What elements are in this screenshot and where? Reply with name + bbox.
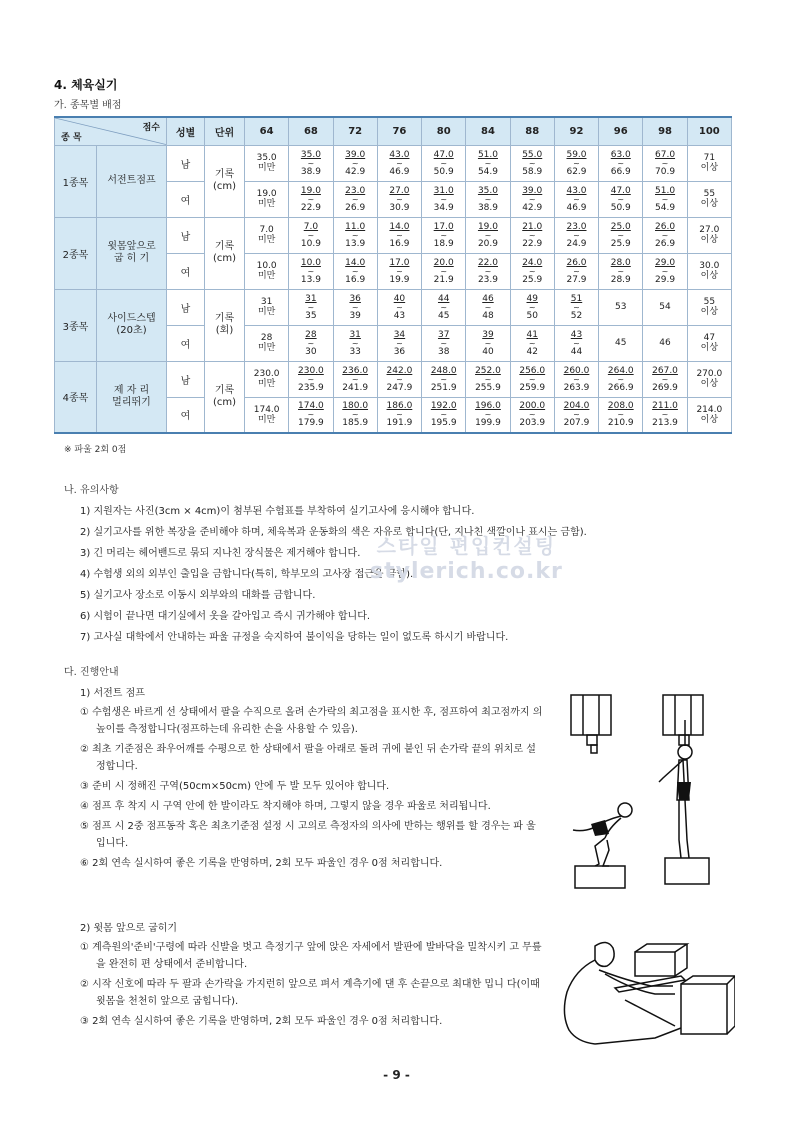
score-range-cell: 28 ~ 30 [289, 325, 333, 361]
score-range-cell: 17.0 ~ 19.9 [377, 253, 421, 289]
score-range-cell: 23.0 ~ 26.9 [333, 181, 377, 217]
procedure-item: ⑥ 2회 연속 실시하여 좋은 기록을 반영하며, 2회 모두 파울인 경우 0점 처리합니다. [80, 858, 443, 869]
score-range-cell: 27.0 ~ 30.9 [377, 181, 421, 217]
score-range-cell: 63.0 ~ 66.9 [599, 145, 643, 181]
table-corner-header [55, 117, 167, 145]
score-range-cell: 214.0 이상 [687, 397, 731, 433]
score-range-cell: 47.0 ~ 50.9 [422, 145, 466, 181]
score-range-cell: 31 미만 [245, 289, 289, 325]
subsection-title-cautions: 나. 유의사항 [64, 485, 119, 496]
score-range-cell: 27.0 이상 [687, 217, 731, 253]
procedure-item: ① 계측원의'준비'구령에 따라 신발을 벗고 측정기구 앞에 앉은 자세에서 발판에 발바닥을 밀착시키 고 무릎을 완전히 편 상태에서 준비합니다. [80, 942, 542, 970]
score-range-cell: 19.0 ~ 22.9 [289, 181, 333, 217]
score-range-cell: 174.0 ~ 179.9 [289, 397, 333, 433]
header-score: 72 [333, 117, 377, 145]
score-range-cell: 11.0 ~ 13.9 [333, 217, 377, 253]
score-range-cell: 256.0 ~ 259.9 [510, 361, 554, 397]
score-range-cell: 24.0 ~ 25.9 [510, 253, 554, 289]
event-name: 서전트점프 [97, 145, 167, 217]
score-range-cell: 192.0 ~ 195.9 [422, 397, 466, 433]
table-row [55, 289, 732, 325]
score-range-cell: 35.0 ~ 38.9 [466, 181, 510, 217]
score-range-cell: 19.0 ~ 20.9 [466, 217, 510, 253]
score-range-cell: 204.0 ~ 207.9 [554, 397, 598, 433]
score-range-cell: 35.0 미만 [245, 145, 289, 181]
procedure-item: ⑤ 점프 시 2중 점프동작 혹은 최초기준점 설정 시 고의로 측정자의 의사에 반하는 행위를 할 경우는 파 울입니다. [80, 821, 536, 849]
table-row [55, 217, 732, 253]
table-header-row [55, 117, 732, 145]
header-score: 98 [643, 117, 687, 145]
score-range-cell: 174.0 미만 [245, 397, 289, 433]
score-range-cell: 20.0 ~ 21.9 [422, 253, 466, 289]
unit-cell: 기록 (회) [205, 289, 245, 361]
table-row [55, 145, 732, 181]
event-number: 3종목 [55, 289, 97, 361]
score-range-cell: 43.0 ~ 46.9 [377, 145, 421, 181]
header-score: 100 [687, 117, 731, 145]
event-number: 1종목 [55, 145, 97, 217]
score-range-cell: 7.0 미만 [245, 217, 289, 253]
header-score: 68 [289, 117, 333, 145]
caution-item: 6) 시험이 끝나면 대기실에서 옷을 갈아입고 즉시 귀가해야 합니다. [80, 611, 371, 622]
score-range-cell: 51 ~ 52 [554, 289, 598, 325]
header-score: 96 [599, 117, 643, 145]
score-range-cell: 17.0 ~ 18.9 [422, 217, 466, 253]
caution-item: 7) 고사실 대학에서 안내하는 파울 규정을 숙지하여 불이익을 당하는 일이 없도록 하시기 바랍니다. [80, 632, 509, 643]
score-range-cell: 37 ~ 38 [422, 325, 466, 361]
score-range-cell: 67.0 ~ 70.9 [643, 145, 687, 181]
event-number: 2종목 [55, 217, 97, 289]
score-range-cell: 46 [643, 325, 687, 361]
score-range-cell: 45 [599, 325, 643, 361]
sex-cell: 남 [167, 289, 205, 325]
procedure-item: ① 수험생은 바르게 선 상태에서 팔을 수직으로 올려 손가락의 최고점을 표시한 후, 점프하여 최고점까지 의 높이를 측정합니다(점프하는데 유리한 손을 사용할 수 있음). [80, 707, 543, 735]
score-range-cell: 43.0 ~ 46.9 [554, 181, 598, 217]
subsection-title-scoring: 가. 종목별 배점 [54, 100, 122, 111]
event-name: 제 자 리 멀리뛰기 [97, 361, 167, 433]
unit-cell: 기록 (cm) [205, 361, 245, 433]
score-range-cell: 248.0 ~ 251.9 [422, 361, 466, 397]
caution-item: 2) 실기고사를 위한 복장을 준비해야 하며, 체육복과 운동화의 색은 자유로 합니다(단, 지나친 색깔이나 표시는 금함). [80, 527, 587, 538]
caution-item: 5) 실기고사 장소로 이동시 외부와의 대화를 금합니다. [80, 590, 316, 601]
score-range-cell: 28.0 ~ 28.9 [599, 253, 643, 289]
score-range-cell: 39 ~ 40 [466, 325, 510, 361]
score-range-cell: 14.0 ~ 16.9 [377, 217, 421, 253]
score-range-cell: 43 ~ 44 [554, 325, 598, 361]
procedure-item: ② 시작 신호에 따라 두 팔과 손가락을 가지런히 앞으로 펴서 계측기에 댄 후 손끝으로 최대한 밉니 다(이때 윗몸을 천천히 앞으로 굽힙니다). [80, 979, 540, 1007]
score-range-cell: 55 이상 [687, 289, 731, 325]
event-number: 4종목 [55, 361, 97, 433]
foul-note: ※ 파울 2회 0점 [64, 445, 127, 455]
table-row [55, 361, 732, 397]
score-range-cell: 7.0 ~ 10.9 [289, 217, 333, 253]
score-range-cell: 22.0 ~ 23.9 [466, 253, 510, 289]
score-range-cell: 31 ~ 35 [289, 289, 333, 325]
caution-item: 3) 긴 머리는 헤어밴드로 묶되 지나친 장식물은 제거해야 합니다. [80, 548, 361, 559]
score-range-cell: 31.0 ~ 34.9 [422, 181, 466, 217]
header-score: 84 [466, 117, 510, 145]
corner-score-label: 점수 [142, 123, 160, 133]
score-range-cell: 49 ~ 50 [510, 289, 554, 325]
score-range-cell: 44 ~ 45 [422, 289, 466, 325]
score-range-cell: 270.0 이상 [687, 361, 731, 397]
score-range-cell: 10.0 미만 [245, 253, 289, 289]
sex-cell: 여 [167, 325, 205, 361]
procedure-title-sargent-jump: 1) 서전트 점프 [80, 688, 145, 699]
score-range-cell: 28 미만 [245, 325, 289, 361]
unit-cell: 기록 (cm) [205, 217, 245, 289]
score-range-cell: 51.0 ~ 54.9 [643, 181, 687, 217]
score-range-cell: 46 ~ 48 [466, 289, 510, 325]
score-range-cell: 236.0 ~ 241.9 [333, 361, 377, 397]
score-range-cell: 21.0 ~ 22.9 [510, 217, 554, 253]
procedure-section-2 [64, 918, 544, 1033]
procedure-item: ② 최초 기준점은 좌우어깨를 수평으로 한 상태에서 팔을 아래로 돌려 귀에 붙인 뒤 손가락 끝의 위치로 설정합니다. [80, 744, 536, 772]
score-range-cell: 26.0 ~ 26.9 [643, 217, 687, 253]
score-range-cell: 208.0 ~ 210.9 [599, 397, 643, 433]
score-range-cell: 39.0 ~ 42.9 [333, 145, 377, 181]
score-range-cell: 230.0 ~ 235.9 [289, 361, 333, 397]
score-range-cell: 51.0 ~ 54.9 [466, 145, 510, 181]
score-range-cell: 36 ~ 39 [333, 289, 377, 325]
procedure-item: ④ 점프 후 착지 시 구역 안에 한 발이라도 착지해야 하며, 그렇지 않을 경우 파울로 처리됩니다. [80, 801, 491, 812]
score-range-cell: 252.0 ~ 255.9 [466, 361, 510, 397]
event-name: 윗몸앞으로 굽 히 기 [97, 217, 167, 289]
header-score: 80 [422, 117, 466, 145]
sit-and-reach-illustration [555, 930, 735, 1050]
score-range-cell: 180.0 ~ 185.9 [333, 397, 377, 433]
procedure-item: ③ 준비 시 정해진 구역(50cm×50cm) 안에 두 발 모두 있어야 합니다. [80, 781, 390, 792]
procedure-section [64, 662, 544, 875]
score-range-cell: 40 ~ 43 [377, 289, 421, 325]
score-range-cell: 59.0 ~ 62.9 [554, 145, 598, 181]
score-range-cell: 25.0 ~ 25.9 [599, 217, 643, 253]
score-range-cell: 260.0 ~ 263.9 [554, 361, 598, 397]
subsection-title-procedure: 다. 진행안내 [64, 667, 119, 678]
score-range-cell: 29.0 ~ 29.9 [643, 253, 687, 289]
sex-cell: 여 [167, 397, 205, 433]
sex-cell: 여 [167, 253, 205, 289]
header-score: 64 [245, 117, 289, 145]
score-range-cell: 242.0 ~ 247.9 [377, 361, 421, 397]
sex-cell: 남 [167, 361, 205, 397]
score-range-cell: 196.0 ~ 199.9 [466, 397, 510, 433]
sex-cell: 여 [167, 181, 205, 217]
watermark-line1: 스타일 편입컨설팅 [376, 534, 557, 558]
corner-event-label: 종 목 [61, 132, 82, 143]
procedure-item: ③ 2회 연속 실시하여 좋은 기록을 반영하며, 2회 모두 파울인 경우 0점 처리합니다. [80, 1016, 443, 1027]
score-range-cell: 26.0 ~ 27.9 [554, 253, 598, 289]
score-range-cell: 230.0 미만 [245, 361, 289, 397]
header-score: 88 [510, 117, 554, 145]
header-sex: 성별 [167, 117, 205, 145]
score-range-cell: 55.0 ~ 58.9 [510, 145, 554, 181]
score-range-cell: 54 [643, 289, 687, 325]
scoring-table [54, 116, 732, 434]
score-range-cell: 35.0 ~ 38.9 [289, 145, 333, 181]
table-body [55, 145, 732, 433]
score-range-cell: 211.0 ~ 213.9 [643, 397, 687, 433]
header-score: 92 [554, 117, 598, 145]
header-unit: 단위 [205, 117, 245, 145]
score-range-cell: 71 이상 [687, 145, 731, 181]
score-range-cell: 39.0 ~ 42.9 [510, 181, 554, 217]
score-range-cell: 19.0 미만 [245, 181, 289, 217]
score-range-cell: 53 [599, 289, 643, 325]
score-range-cell: 267.0 ~ 269.9 [643, 361, 687, 397]
score-range-cell: 10.0 ~ 13.9 [289, 253, 333, 289]
caution-item: 1) 지원자는 사진(3cm × 4cm)이 첨부된 수험표를 부착하여 실기고사에 응시해야 합니다. [80, 506, 475, 517]
score-range-cell: 47.0 ~ 50.9 [599, 181, 643, 217]
score-range-cell: 41 ~ 42 [510, 325, 554, 361]
score-range-cell: 23.0 ~ 24.9 [554, 217, 598, 253]
section-title: 4. 체육실기 [54, 78, 118, 92]
event-name: 사이드스텝 (20초) [97, 289, 167, 361]
sex-cell: 남 [167, 145, 205, 181]
sargent-jump-illustration [565, 690, 725, 890]
score-range-cell: 47 이상 [687, 325, 731, 361]
score-range-cell: 55 이상 [687, 181, 731, 217]
score-range-cell: 200.0 ~ 203.9 [510, 397, 554, 433]
unit-cell: 기록 (cm) [205, 145, 245, 217]
caution-item: 4) 수험생 외의 외부인 출입을 금합니다(특히, 학부모의 고사장 접근을 금함). [80, 569, 414, 580]
score-range-cell: 31 ~ 33 [333, 325, 377, 361]
score-range-cell: 34 ~ 36 [377, 325, 421, 361]
header-score: 76 [377, 117, 421, 145]
sex-cell: 남 [167, 217, 205, 253]
watermark-line2: stylerich.co.kr [370, 559, 563, 584]
score-range-cell: 186.0 ~ 191.9 [377, 397, 421, 433]
page-number: - 9 - [383, 1068, 410, 1082]
cautions-section [64, 480, 724, 648]
score-range-cell: 264.0 ~ 266.9 [599, 361, 643, 397]
procedure-title-sit-and-reach: 2) 윗몸 앞으로 굽히기 [80, 923, 178, 934]
score-range-cell: 30.0 이상 [687, 253, 731, 289]
score-range-cell: 14.0 ~ 16.9 [333, 253, 377, 289]
